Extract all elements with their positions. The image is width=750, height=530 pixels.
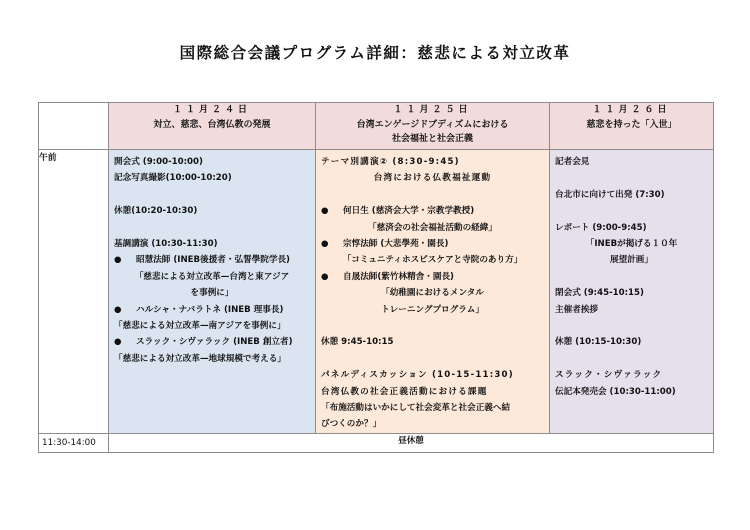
header-day-3 [550,103,714,150]
bullet-icon: ● [321,271,329,282]
break-item: 休憩 9:45-10:15 [321,337,394,348]
panel-discussion-topic: 台湾仏教の社会正義活動における課題 [321,386,488,397]
thematic-lecture-heading: テーマ別講演② (8:30-9:45) [321,157,460,167]
photo-session: 記念写真撮影(10:00-10:20) [114,173,232,184]
panel-discussion-heading: パネルディスカッション (10-15-11:30) [321,370,514,381]
talk-title: 「慈済会の社会福祉活動の経緯」 [368,222,497,233]
lunch-row [39,433,714,452]
document-title: 国際総合会議プログラム詳細：慈悲による対立改革 [179,44,571,62]
day-2-theme-line-2: 社会福祉と社会正義 [391,134,473,144]
talk-title-cont: トレーニングプログラム」 [381,304,484,315]
bullet-icon: ● [321,239,329,250]
talk-title: 「慈悲による対立改革—地球規模で考える」 [114,353,286,364]
panel-discussion-question-cont: びつくのか？」 [321,419,382,430]
panel-discussion-question: 「布施活動はいかにして社会変革と社会正義へ結 [321,403,511,414]
speaker-item: ● スラック・シヴァラック (INEB 創立者) [114,334,310,350]
report-heading: レポート (9:00-9:45) [555,222,647,233]
day-3-theme: 慈悲を持った「入世」 [586,119,677,130]
talk-title: 「慈悲による対立改革—南アジアを事例に」 [114,321,286,332]
closing-ceremony: 閉会式 (9:45-10:15) [555,288,644,299]
day-1-morning-cell [109,150,316,434]
day-1-theme: 対立、慈悲、台湾仏教の発展 [153,119,271,130]
time-cell-lunch: 11:30-14:00 [39,433,109,452]
speaker-item: ● 自晟法師(紫竹林精舎・園長) [321,269,544,285]
bullet-icon: ● [114,337,122,348]
talk-title: 「幼稚園におけるメンタル [381,288,484,299]
day-1-date: １１月２４日 [172,105,251,115]
break-item: 休憩 (10:15-10:30) [555,337,642,348]
header-day-1 [109,103,316,150]
day-2-theme-line-1: 台湾エンゲージドブディズムにおける [356,119,509,130]
day-3-date: １１月２６日 [592,105,671,115]
time-cell-morning: 午前 [39,150,109,434]
report-title-cont: 展望計画」 [610,255,653,266]
book-launch-speaker: スラック・シヴァラック [555,370,663,381]
speaker-item: ● 何日生 (慈済会大学・宗教学教授) [321,203,544,219]
header-row [39,103,714,150]
header-corner-cell [39,103,109,150]
talk-title: 「慈悲による対立改革—台湾と東アジア [134,271,290,282]
day-3-morning-cell [550,150,714,434]
opening-ceremony: 開会式 (9:00-10:00) [114,157,203,167]
break-item: 休憩(10:20-10:30) [114,206,198,217]
day-2-date: １１月２５日 [393,105,472,115]
header-day-2 [316,103,550,150]
bullet-icon: ● [114,255,122,266]
speaker-item: ● 昭慧法師 (INEB後援者・弘誓學院学長) [114,252,310,268]
organizer-greeting: 主催者挨拶 [555,304,598,315]
lunch-break-cell: 昼休憩 [109,433,714,452]
day-2-morning-cell [316,150,550,434]
morning-row [39,150,714,434]
keynote-heading: 基調講演 (10:30-11:30) [114,239,218,249]
thematic-lecture-title: 台湾における仏教福祉運動 [373,173,492,184]
talk-title-cont: を事例に」 [190,288,234,299]
press-conference: 記者会見 [555,157,590,167]
report-title: 「INEBが掲げる１０年 [585,239,678,249]
talk-title: 「コミュニティホスピスケアと寺院のあり方」 [342,255,523,266]
schedule-table [38,102,714,453]
speaker-item: ● 宗惇法師 (大悲學苑・園長) [321,236,544,252]
book-launch: 伝記本発売会 (10:30-11:00) [555,386,676,397]
bullet-icon: ● [114,304,122,315]
speaker-item: ● ハルシャ・ナバラトネ (INEB 理事長) [114,302,310,318]
depart-taipei: 台北市に向けて出発 (7:30) [555,189,665,200]
bullet-icon: ● [321,206,329,217]
